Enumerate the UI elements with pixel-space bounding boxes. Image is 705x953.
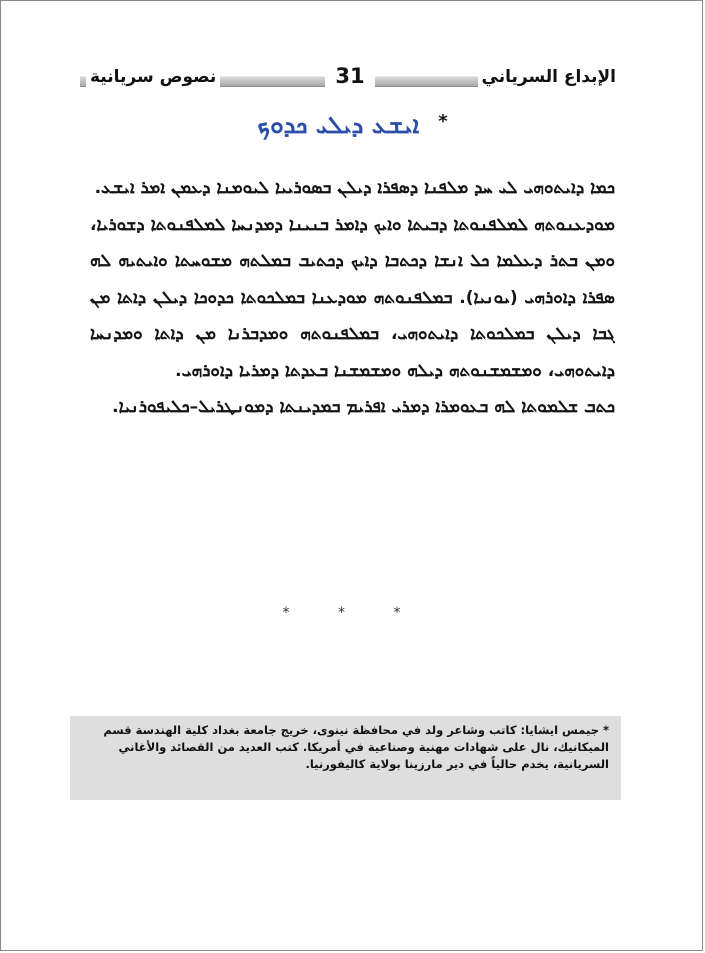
section-divider-stars: * * * <box>282 605 423 621</box>
footnote-marker: * <box>438 111 448 132</box>
poem-title-line <box>0 108 705 142</box>
author-footnote <box>70 716 621 800</box>
page-number: 31 <box>335 64 365 88</box>
poem-paragraph: ܡܘܕܥܢܘܬܗ ܠܡܠܦܢܘܬܐ ܕܒܝܬܐ ܘܐܝܟ ܕܐܡܪ ܒܢܝܢܐ ܕܡܕܢܚܐ ܠܡܠܦܢܘܬܐ ܕܫܘܪܝܐ، ܘܡܢ ܒܬܪ ܕܥܠܡܐ ܟܠ ܐܢܫܐ ܕܟܬܒܐ ܕܐܝܟ ܕܟܬܝܒ ܒܡܠܬܗ ܡܫܘܚܬܐ ܘܐܝܬܝܗ ܠܗ ܣܦܪܐ ܕܐܘܪܗܝ (ܝܘܢܝܐ). ܒܡܠܦܢܘܬܗ ܡܘܕܥܢܐ ܒܡܠܟܘܬܐ ܟܕܘܟܐ ܕܝܠܢ ܕܐܬܐ ܡܢ ܓܒܐ ܕܝܠܢ ܒܡܠܟܘܬܐ ܕܐܝܬܘܗܝ، ܒܡܠܦܢܘܬܗ ܘܡܕܒܪܢܐ ܡܢ ܕܐܬܐ ܘܡܕܢܚܐ ܕܐܝܬܘܗܝ، ܘܡܫܡܫܢܘܬܗ ܕܝܠܗ ܘܡܫܡܫܢܐ ܒܥܕܬܐ ܕܡܪܝܐ ܕܐܘܪܗܝ. <box>90 214 615 381</box>
header-publication-title: الإبداع السرياني <box>478 66 620 88</box>
poem-title: ܐܝܫܥ ܕܝܠܝ ܟܕܘܟ <box>257 111 420 139</box>
page-header <box>80 64 620 90</box>
poem-paragraph: ܟܡܐ ܕܐܝܬܘܗܝ ܠܝ ܚܕ ܡܠܦܢܐ ܕܣܦܪܐ ܕܝܠܢ ܒܣܘܪܝܝܐ ܠܝܘܡܢܐ ܕܥܡܢ ܐܡܪ ܐܝܫܥ. <box>94 178 615 198</box>
poem-body <box>90 170 615 426</box>
footnote-text: * جيمس ايشايا: كاتب وشاعر ولد في محافظة نينوى، خريج جامعة بغداد كلية الهندسة قسم الميكانيك، نال على شهادات مهنية وصناعية في أمريكا. كتب العديد من القصائد والأغاني السريانية، يخدم حالياً في دير مارزينا بولاية كاليفورنيا. <box>103 723 609 771</box>
poem-paragraph: ܟܬܒ ܫܠܡܘܬܐ ܠܗ ܒܥܘܡܪܐ ܕܡܪܝ ܐܦܪܝܡ ܒܡܕܝܢܬܐ ܕܡܘܢܛܪܝܠ–ܟܠܝܦܘܪܢܝܐ. <box>112 397 615 417</box>
header-section-title: نصوص سريانية <box>86 66 220 88</box>
